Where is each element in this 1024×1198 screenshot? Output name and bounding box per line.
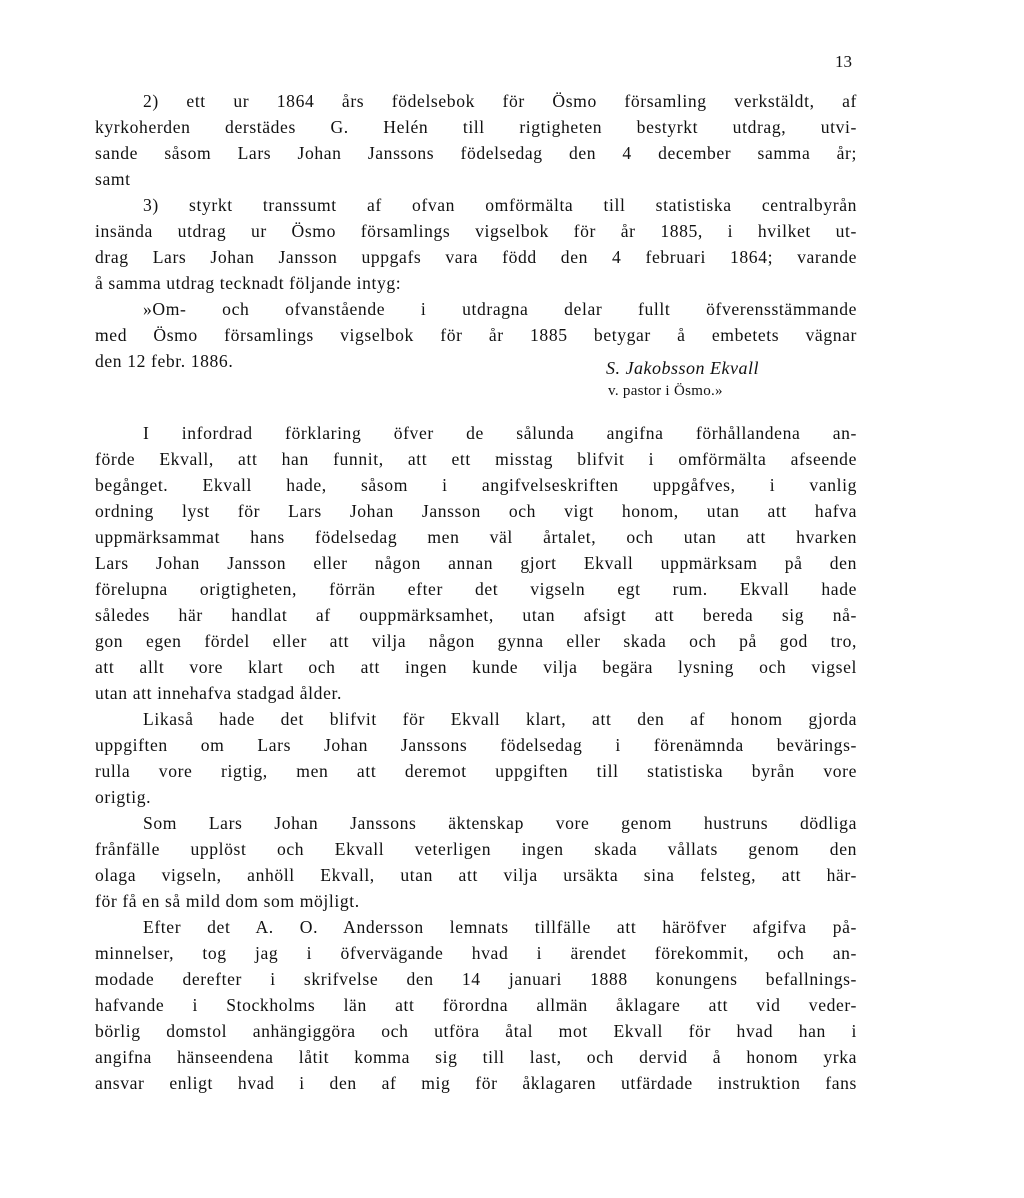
signature-title: v. pastor i Ösmo.»: [608, 383, 723, 399]
text-line: 2) ett ur 1864 års födelsebok för Ösmo församling verkstäldt, af: [143, 91, 857, 111]
text-line: Lars Johan Jansson eller någon annan gjort Ekvall uppmärksam på den: [95, 553, 857, 573]
text-line: ordning lyst för Lars Johan Jansson och vigt honom, utan att hafva: [95, 501, 857, 521]
text-line: å samma utdrag tecknadt följande intyg:: [95, 273, 402, 293]
text-line: 3) styrkt transsumt af ofvan omförmälta till statistiska centralbyrån: [143, 195, 857, 215]
text-line: med Ösmo församlings vigselbok för år 1885 betygar å embetets vägnar: [95, 325, 857, 345]
text-line: insända utdrag ur Ösmo församlings vigselbok för år 1885, i hvilket ut-: [95, 221, 857, 241]
text-line: ansvar enligt hvad i den af mig för åklagaren utfärdade instruktion fans: [95, 1073, 857, 1093]
text-line: »Om- och ofvanstående i utdragna delar fullt öfverensstämmande: [143, 299, 857, 319]
text-line: för få en så mild dom som möjligt.: [95, 891, 360, 911]
text-line: förelupna origtigheten, förrän efter det vigseln egt rum. Ekvall hade: [95, 579, 857, 599]
text-line: I infordrad förklaring öfver de sålunda angifna förhållandena an-: [143, 423, 857, 443]
text-line: begånget. Ekvall hade, såsom i angifvelseskriften uppgåfves, i vanlig: [95, 475, 857, 495]
text-line: således här handlat af ouppmärksamhet, utan afsigt att bereda sig nå-: [95, 605, 857, 625]
text-line: uppgiften om Lars Johan Janssons födelsedag i förenämnda bevärings-: [95, 735, 857, 755]
text-line: Efter det A. O. Andersson lemnats tillfälle att häröfver afgifva på-: [143, 917, 857, 937]
text-line: kyrkoherden derstädes G. Helén till rigtigheten bestyrkt utdrag, utvi-: [95, 117, 857, 137]
text-block-main: [95, 420, 857, 1096]
text-line: gon egen fördel eller att vilja någon gynna eller skada och på god tro,: [95, 631, 857, 651]
text-line: Likaså hade det blifvit för Ekvall klart, att den af honom gjorda: [143, 709, 857, 729]
text-line: drag Lars Johan Jansson uppgafs vara född den 4 februari 1864; varande: [95, 247, 857, 267]
text-line: modade derefter i skrifvelse den 14 januari 1888 konungens befallnings-: [95, 969, 857, 989]
signature-block: [606, 356, 866, 402]
text-line: minnelser, tog jag i öfvervägande hvad i ärendet förekommit, och an-: [95, 943, 857, 963]
text-block-intro: [95, 88, 857, 374]
text-line: uppmärksammat hans födelsedag men väl årtalet, och utan att hvarken: [95, 527, 857, 547]
text-line: att allt vore klart och att ingen kunde vilja begära lysning och vigsel: [95, 657, 857, 677]
text-line: den 12 febr. 1886.: [95, 351, 234, 371]
text-line: rulla vore rigtig, men att deremot uppgiften till statistiska byrån vore: [95, 761, 857, 781]
text-line: hafvande i Stockholms län att förordna allmän åklagare att vid veder-: [95, 995, 857, 1015]
text-line: origtig.: [95, 787, 152, 807]
text-line: frånfälle upplöst och Ekvall veterligen ingen skada vållats genom den: [95, 839, 857, 859]
page-number: 13: [835, 52, 852, 71]
text-line: utan att innehafva stadgad ålder.: [95, 683, 342, 703]
text-line: sande såsom Lars Johan Janssons födelsedag den 4 december samma år;: [95, 143, 857, 163]
text-line: Som Lars Johan Janssons äktenskap vore genom hustruns dödliga: [143, 813, 857, 833]
text-line: börlig domstol anhängiggöra och utföra åtal mot Ekvall för hvad han i: [95, 1021, 857, 1041]
signature-name: S. Jakobsson Ekvall: [606, 358, 759, 378]
text-line: samt: [95, 169, 131, 189]
text-line: angifna hänseendena låtit komma sig till last, och dervid å honom yrka: [95, 1047, 857, 1067]
text-line: förde Ekvall, att han funnit, att ett misstag blifvit i omförmälta afseende: [95, 449, 857, 469]
text-line: olaga vigseln, anhöll Ekvall, utan att vilja ursäkta sina felsteg, att här-: [95, 865, 857, 885]
